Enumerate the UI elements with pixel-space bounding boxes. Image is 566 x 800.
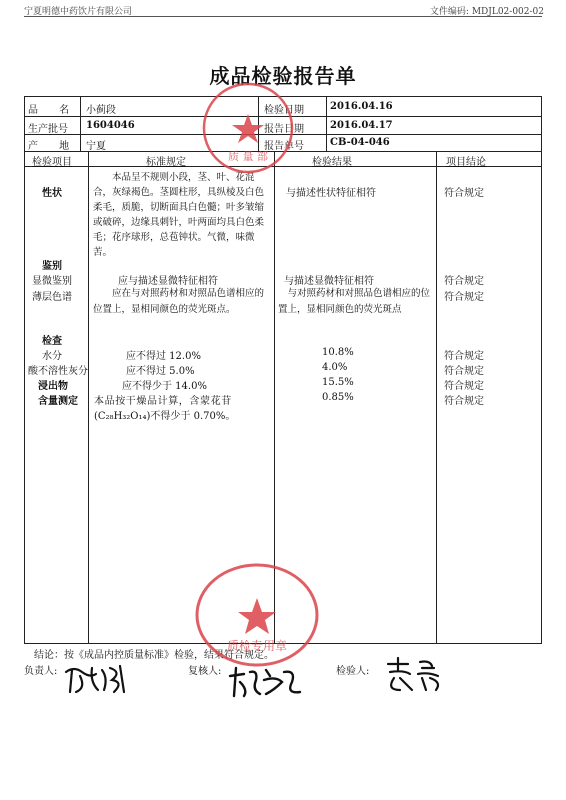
- col-divider: [436, 151, 437, 643]
- standard-moisture: 应不得过 12.0%: [126, 351, 201, 362]
- result-extract: 15.5%: [322, 377, 354, 388]
- item-identification: 鉴别: [42, 261, 62, 272]
- item-inspection: 检查: [42, 336, 62, 347]
- header-doc-number: 文件编码: MDJL02-002-02: [429, 7, 544, 17]
- batch-value: 1604046: [86, 120, 135, 131]
- quality-dept-seal-sub: 质 量 部: [228, 150, 268, 163]
- result-character: 与描述性状特征相符: [286, 188, 376, 199]
- header-company: 宁夏明德中药饮片有限公司: [24, 7, 133, 17]
- quality-dept-seal: [200, 80, 296, 176]
- item-microscopy: 显微鉴别: [32, 276, 72, 287]
- conclusion-moisture: 符合规定: [444, 351, 484, 362]
- conclusion-tlc: 符合规定: [444, 292, 484, 303]
- page-title: 成品检验报告单: [209, 64, 357, 88]
- report-no-label: 报告单号: [264, 141, 304, 152]
- header-rule: [24, 16, 542, 17]
- conclusion-microscopy: 符合规定: [444, 276, 484, 287]
- name-value: 小蓟段: [86, 105, 116, 116]
- standard-tlc: 应在与对照药材和对照品色谱相应的位置上，显相同颜色的荧光斑点。: [93, 288, 265, 315]
- result-assay: 0.85%: [322, 392, 354, 403]
- col-header-standard: 标准规定: [146, 157, 186, 168]
- origin-label: 产 地: [28, 141, 70, 152]
- conclusion-assay: 符合规定: [444, 396, 484, 407]
- test-date-value: 2016.04.16: [330, 101, 393, 112]
- inspection-seal: [192, 560, 322, 670]
- standard-acid-ash: 应不得过 5.0%: [126, 366, 195, 377]
- inspection-seal-sub: 质检专用章: [226, 639, 288, 653]
- origin-value: 宁夏: [86, 141, 106, 152]
- item-assay: 含量测定: [38, 396, 78, 407]
- col-divider: [88, 151, 89, 643]
- col-header-result: 检验结果: [312, 157, 352, 168]
- inspector-label: 检验人:: [336, 666, 370, 677]
- conclusion-extract: 符合规定: [444, 381, 484, 392]
- responsible-signature: [62, 662, 132, 696]
- conclusion-character: 符合规定: [444, 188, 484, 199]
- standard-assay-line1: 本品按干燥品计算，含蒙花苷: [94, 396, 232, 407]
- inspector-signature: [382, 656, 452, 694]
- standard-character: 本品呈不规则小段，茎、叶、花混合，灰绿褐色。茎圆柱形，具纵棱及白色柔毛，质脆，切断面具白色髓；叶多皱缩或破碎，边缘具刺针，叶两面均具白色柔毛；花序球形，总苞钟状。气微，味微苦。: [93, 172, 265, 258]
- item-acid-ash: 酸不溶性灰分: [28, 366, 88, 377]
- conclusion-text: 结论：按《成品内控质量标准》检验，结果符合规定。: [34, 650, 274, 661]
- report-date-label: 报告日期: [264, 124, 304, 135]
- standard-extract: 应不得少于 14.0%: [122, 381, 207, 392]
- conclusion-acid-ash: 符合规定: [444, 366, 484, 377]
- item-character: 性状: [42, 188, 62, 199]
- reviewer-label: 复核人:: [188, 666, 222, 677]
- col-divider: [326, 96, 327, 151]
- item-moisture: 水分: [42, 351, 62, 362]
- result-tlc: 与对照药材和对照品色谱相应的位置上，显相同颜色的荧光斑点: [278, 288, 431, 315]
- item-tlc: 薄层色谱: [32, 292, 72, 303]
- result-microscopy: 与描述显微特征相符: [284, 276, 374, 287]
- col-header-item: 检验项目: [32, 157, 72, 168]
- name-label: 品 名: [28, 105, 70, 116]
- standard-assay-line2: (C₂₈H₃₂O₁₄)不得少于 0.70%。: [94, 411, 236, 422]
- test-date-label: 检验日期: [264, 105, 304, 116]
- responsible-label: 负责人:: [24, 666, 58, 677]
- col-divider: [80, 96, 81, 151]
- report-date-value: 2016.04.17: [330, 120, 393, 131]
- report-no-value: CB-04-046: [330, 137, 390, 148]
- col-header-conclusion: 项目结论: [446, 157, 486, 168]
- result-acid-ash: 4.0%: [322, 362, 348, 373]
- standard-microscopy: 应与描述显微特征相符: [118, 276, 218, 287]
- batch-label: 生产批号: [28, 124, 68, 135]
- item-extract: 浸出物: [38, 381, 68, 392]
- result-moisture: 10.8%: [322, 347, 354, 358]
